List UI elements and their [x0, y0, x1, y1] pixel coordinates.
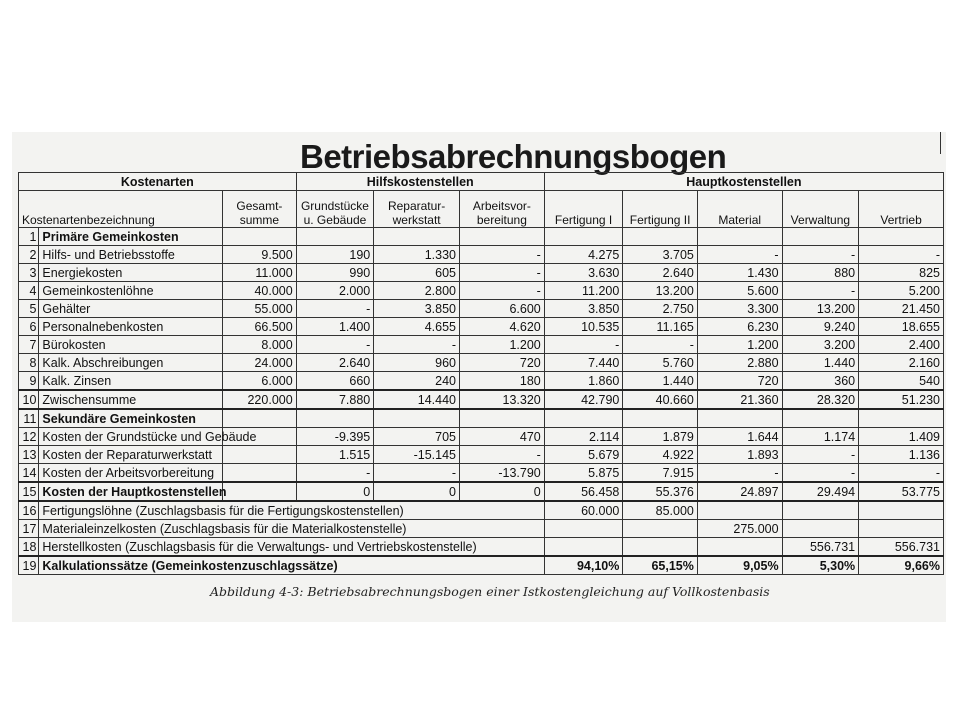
cell-material — [697, 501, 782, 520]
row-number: 8 — [19, 354, 39, 372]
document-title: Betriebsabrechnungsbogen — [300, 138, 727, 175]
cell-fertigung1: 5.875 — [544, 464, 623, 483]
cell-gesamtsumme: 24.000 — [223, 354, 297, 372]
cell-vertrieb — [859, 228, 944, 246]
cell-fertigung2: 2.640 — [623, 264, 698, 282]
row-number: 14 — [19, 464, 39, 483]
cell-verwaltung: 28.320 — [782, 390, 859, 409]
cell-vertrieb: 1.136 — [859, 446, 944, 464]
col-grundstuecke: Grundstücke u. Gebäude — [296, 191, 374, 228]
cell-grundstuecke: -9.395 — [296, 428, 374, 446]
cell-fertigung1: 10.535 — [544, 318, 623, 336]
table-row — [19, 520, 944, 538]
header-hauptkostenstellen: Hauptkostenstellen — [544, 173, 943, 191]
cell-fertigung2: 55.376 — [623, 482, 698, 501]
row-label: Herstellkosten (Zuschlagsbasis für die Verwaltungs- und Vertriebskostenstelle) — [39, 538, 544, 557]
row-number: 17 — [19, 520, 39, 538]
cell-material: - — [697, 246, 782, 264]
cell-verwaltung: - — [782, 246, 859, 264]
cell-material: 5.600 — [697, 282, 782, 300]
cell-verwaltung: 880 — [782, 264, 859, 282]
row-label: Gehälter — [39, 300, 223, 318]
cell-arbeitsvorbereitung: 470 — [460, 428, 545, 446]
cell-gesamtsumme: 11.000 — [223, 264, 297, 282]
cell-gesamtsumme — [223, 228, 297, 246]
row-number: 19 — [19, 556, 39, 575]
cell-vertrieb: 53.775 — [859, 482, 944, 501]
cell-fertigung1: 5.679 — [544, 446, 623, 464]
cell-grundstuecke: 1.400 — [296, 318, 374, 336]
cell-vertrieb: 18.655 — [859, 318, 944, 336]
cell-reparatur: 605 — [374, 264, 460, 282]
table-row — [19, 409, 944, 428]
col-arbeitsvorbereitung: Arbeitsvor- bereitung — [460, 191, 545, 228]
cell-fertigung2: 85.000 — [623, 501, 698, 520]
row-number: 16 — [19, 501, 39, 520]
row-label: Zwischensumme — [39, 390, 223, 409]
cell-fertigung2: 2.750 — [623, 300, 698, 318]
cell-reparatur: 705 — [374, 428, 460, 446]
cell-verwaltung — [782, 520, 859, 538]
col-vertrieb: Vertrieb — [859, 191, 944, 228]
table-row — [19, 501, 944, 520]
cell-vertrieb: 556.731 — [859, 538, 944, 557]
cell-fertigung2 — [623, 228, 698, 246]
cell-verwaltung: 5,30% — [782, 556, 859, 575]
cell-grundstuecke: 660 — [296, 372, 374, 391]
cell-arbeitsvorbereitung: 180 — [460, 372, 545, 391]
cell-fertigung1: 56.458 — [544, 482, 623, 501]
cell-verwaltung: - — [782, 464, 859, 483]
cell-verwaltung — [782, 228, 859, 246]
cell-grundstuecke: - — [296, 300, 374, 318]
cell-arbeitsvorbereitung: 0 — [460, 482, 545, 501]
header-row-groups — [19, 173, 944, 191]
cell-verwaltung: - — [782, 446, 859, 464]
cell-gesamtsumme — [223, 482, 297, 501]
cell-material: 9,05% — [697, 556, 782, 575]
cell-material: 6.230 — [697, 318, 782, 336]
col-verwaltung: Verwaltung — [782, 191, 859, 228]
table-row — [19, 428, 944, 446]
cell-arbeitsvorbereitung: - — [460, 282, 545, 300]
cell-grundstuecke: - — [296, 464, 374, 483]
row-label: Energiekosten — [39, 264, 223, 282]
cell-vertrieb: 2.160 — [859, 354, 944, 372]
cell-fertigung2: 65,15% — [623, 556, 698, 575]
cell-fertigung1 — [544, 520, 623, 538]
cell-material: 24.897 — [697, 482, 782, 501]
cell-arbeitsvorbereitung: - — [460, 446, 545, 464]
cell-arbeitsvorbereitung: - — [460, 246, 545, 264]
cell-material: 3.300 — [697, 300, 782, 318]
cell-fertigung1: 60.000 — [544, 501, 623, 520]
col-bezeichnung: Kostenartenbezeichnung — [19, 191, 223, 228]
row-label: Personalnebenkosten — [39, 318, 223, 336]
row-number: 6 — [19, 318, 39, 336]
cell-material: 275.000 — [697, 520, 782, 538]
row-label: Kalk. Abschreibungen — [39, 354, 223, 372]
cell-material — [697, 538, 782, 557]
cell-vertrieb: 540 — [859, 372, 944, 391]
col-material: Material — [697, 191, 782, 228]
table-row — [19, 482, 944, 501]
cell-material — [697, 409, 782, 428]
col-fertigung1: Fertigung I — [544, 191, 623, 228]
cell-gesamtsumme — [223, 409, 297, 428]
cell-grundstuecke: 0 — [296, 482, 374, 501]
cell-fertigung2: 40.660 — [623, 390, 698, 409]
cell-arbeitsvorbereitung: - — [460, 264, 545, 282]
cell-verwaltung — [782, 409, 859, 428]
table-row — [19, 556, 944, 575]
table-row — [19, 464, 944, 483]
cell-verwaltung: 556.731 — [782, 538, 859, 557]
cell-fertigung2: 1.879 — [623, 428, 698, 446]
cell-material: 1.893 — [697, 446, 782, 464]
cell-fertigung1: 1.860 — [544, 372, 623, 391]
row-number: 9 — [19, 372, 39, 391]
cell-grundstuecke: 190 — [296, 246, 374, 264]
header-kostenarten: Kostenarten — [19, 173, 297, 191]
cell-material: 1.430 — [697, 264, 782, 282]
row-label: Gemeinkostenlöhne — [39, 282, 223, 300]
cell-fertigung1: 3.850 — [544, 300, 623, 318]
cell-arbeitsvorbereitung: 6.600 — [460, 300, 545, 318]
cell-vertrieb — [859, 409, 944, 428]
cell-gesamtsumme: 9.500 — [223, 246, 297, 264]
table-row — [19, 246, 944, 264]
cell-reparatur: 960 — [374, 354, 460, 372]
cell-reparatur: 4.655 — [374, 318, 460, 336]
cell-fertigung2 — [623, 520, 698, 538]
table-row — [19, 538, 944, 557]
cell-reparatur: - — [374, 464, 460, 483]
cell-grundstuecke: 2.640 — [296, 354, 374, 372]
cell-grundstuecke: 1.515 — [296, 446, 374, 464]
row-label: Kosten der Hauptkostenstellen — [39, 482, 223, 501]
row-label: Hilfs- und Betriebsstoffe — [39, 246, 223, 264]
col-reparatur: Reparatur- werkstatt — [374, 191, 460, 228]
row-number: 18 — [19, 538, 39, 557]
cell-reparatur: 2.800 — [374, 282, 460, 300]
header-row-columns — [19, 191, 944, 228]
cell-gesamtsumme — [223, 464, 297, 483]
cell-fertigung1 — [544, 538, 623, 557]
cell-vertrieb: 9,66% — [859, 556, 944, 575]
cell-reparatur — [374, 228, 460, 246]
cell-reparatur: -15.145 — [374, 446, 460, 464]
cell-fertigung2: - — [623, 336, 698, 354]
cell-verwaltung: 13.200 — [782, 300, 859, 318]
cell-verwaltung: 1.174 — [782, 428, 859, 446]
cell-reparatur — [374, 409, 460, 428]
row-number: 2 — [19, 246, 39, 264]
row-label: Kosten der Arbeitsvorbereitung — [39, 464, 223, 483]
cell-fertigung2: 13.200 — [623, 282, 698, 300]
cell-gesamtsumme: 40.000 — [223, 282, 297, 300]
cell-reparatur: 240 — [374, 372, 460, 391]
cell-arbeitsvorbereitung: -13.790 — [460, 464, 545, 483]
table-row — [19, 318, 944, 336]
cell-arbeitsvorbereitung: 13.320 — [460, 390, 545, 409]
cell-fertigung1 — [544, 409, 623, 428]
cell-fertigung2: 4.922 — [623, 446, 698, 464]
cell-reparatur: 3.850 — [374, 300, 460, 318]
cell-material: 1.644 — [697, 428, 782, 446]
cell-vertrieb: 51.230 — [859, 390, 944, 409]
cell-arbeitsvorbereitung: 1.200 — [460, 336, 545, 354]
cell-reparatur: 1.330 — [374, 246, 460, 264]
cell-material: 2.880 — [697, 354, 782, 372]
table-row — [19, 446, 944, 464]
cell-verwaltung: 29.494 — [782, 482, 859, 501]
row-label: Bürokosten — [39, 336, 223, 354]
cell-reparatur: 0 — [374, 482, 460, 501]
cell-arbeitsvorbereitung: 720 — [460, 354, 545, 372]
row-label: Kosten der Reparaturwerkstatt — [39, 446, 223, 464]
cell-fertigung1: 3.630 — [544, 264, 623, 282]
cell-gesamtsumme: 220.000 — [223, 390, 297, 409]
cell-fertigung1: 4.275 — [544, 246, 623, 264]
row-label: Kalk. Zinsen — [39, 372, 223, 391]
cell-fertigung2 — [623, 538, 698, 557]
table-row — [19, 264, 944, 282]
cell-arbeitsvorbereitung: 4.620 — [460, 318, 545, 336]
row-label: Primäre Gemeinkosten — [39, 228, 223, 246]
cell-material: 1.200 — [697, 336, 782, 354]
cell-fertigung1: - — [544, 336, 623, 354]
cell-fertigung1: 42.790 — [544, 390, 623, 409]
cell-fertigung1: 2.114 — [544, 428, 623, 446]
cell-fertigung2: 3.705 — [623, 246, 698, 264]
table-row — [19, 282, 944, 300]
cell-reparatur: 14.440 — [374, 390, 460, 409]
row-label: Fertigungslöhne (Zuschlagsbasis für die Fertigungskostenstellen) — [39, 501, 544, 520]
col-fertigung2: Fertigung II — [623, 191, 698, 228]
table-body — [19, 228, 944, 575]
cell-fertigung1: 11.200 — [544, 282, 623, 300]
row-label: Materialeinzelkosten (Zuschlagsbasis für die Materialkostenstelle) — [39, 520, 544, 538]
cell-material — [697, 228, 782, 246]
cell-gesamtsumme: 66.500 — [223, 318, 297, 336]
col-gesamtsumme: Gesamt- summe — [223, 191, 297, 228]
cell-vertrieb: 5.200 — [859, 282, 944, 300]
cell-arbeitsvorbereitung — [460, 228, 545, 246]
row-number: 10 — [19, 390, 39, 409]
table-row — [19, 300, 944, 318]
cell-vertrieb: 2.400 — [859, 336, 944, 354]
cell-fertigung2 — [623, 409, 698, 428]
cell-grundstuecke: 7.880 — [296, 390, 374, 409]
table-row — [19, 372, 944, 391]
cell-vertrieb: 825 — [859, 264, 944, 282]
row-number: 15 — [19, 482, 39, 501]
table-row — [19, 336, 944, 354]
cell-grundstuecke — [296, 409, 374, 428]
scan-edge-mark — [940, 132, 941, 154]
cell-fertigung2: 1.440 — [623, 372, 698, 391]
cell-material: 21.360 — [697, 390, 782, 409]
cell-fertigung2: 11.165 — [623, 318, 698, 336]
cell-verwaltung: 3.200 — [782, 336, 859, 354]
cell-gesamtsumme — [223, 446, 297, 464]
cell-vertrieb: - — [859, 464, 944, 483]
row-number: 13 — [19, 446, 39, 464]
cell-grundstuecke — [296, 228, 374, 246]
row-number: 4 — [19, 282, 39, 300]
cell-grundstuecke: - — [296, 336, 374, 354]
row-number: 7 — [19, 336, 39, 354]
cell-fertigung2: 5.760 — [623, 354, 698, 372]
cell-vertrieb: - — [859, 246, 944, 264]
cell-material: 720 — [697, 372, 782, 391]
row-number: 11 — [19, 409, 39, 428]
cell-grundstuecke: 990 — [296, 264, 374, 282]
row-number: 3 — [19, 264, 39, 282]
cell-vertrieb — [859, 501, 944, 520]
row-label: Kosten der Grundstücke und Gebäude — [39, 428, 223, 446]
cell-fertigung1: 94,10% — [544, 556, 623, 575]
cell-gesamtsumme: 55.000 — [223, 300, 297, 318]
row-number: 5 — [19, 300, 39, 318]
table-row — [19, 354, 944, 372]
cell-reparatur: - — [374, 336, 460, 354]
cell-verwaltung: 9.240 — [782, 318, 859, 336]
table-row — [19, 228, 944, 246]
cell-verwaltung: - — [782, 282, 859, 300]
cell-arbeitsvorbereitung — [460, 409, 545, 428]
header-hilfskostenstellen: Hilfskostenstellen — [296, 173, 544, 191]
cell-fertigung1: 7.440 — [544, 354, 623, 372]
cell-fertigung2: 7.915 — [623, 464, 698, 483]
cell-verwaltung: 360 — [782, 372, 859, 391]
cell-gesamtsumme: 6.000 — [223, 372, 297, 391]
cell-vertrieb — [859, 520, 944, 538]
table-row — [19, 390, 944, 409]
row-label: Sekundäre Gemeinkosten — [39, 409, 223, 428]
cost-allocation-table — [18, 172, 944, 575]
cell-vertrieb: 1.409 — [859, 428, 944, 446]
row-number: 12 — [19, 428, 39, 446]
cell-fertigung1 — [544, 228, 623, 246]
cell-verwaltung: 1.440 — [782, 354, 859, 372]
figure-caption: Abbildung 4-3: Betriebsabrechnungsbogen einer Istkostengleichung auf Vollkostenbasis — [210, 584, 770, 599]
row-number: 1 — [19, 228, 39, 246]
cell-grundstuecke: 2.000 — [296, 282, 374, 300]
cell-material: - — [697, 464, 782, 483]
row-label: Kalkulationssätze (Gemeinkostenzuschlagssätze) — [39, 556, 544, 575]
cell-gesamtsumme: 8.000 — [223, 336, 297, 354]
cell-verwaltung — [782, 501, 859, 520]
cell-vertrieb: 21.450 — [859, 300, 944, 318]
